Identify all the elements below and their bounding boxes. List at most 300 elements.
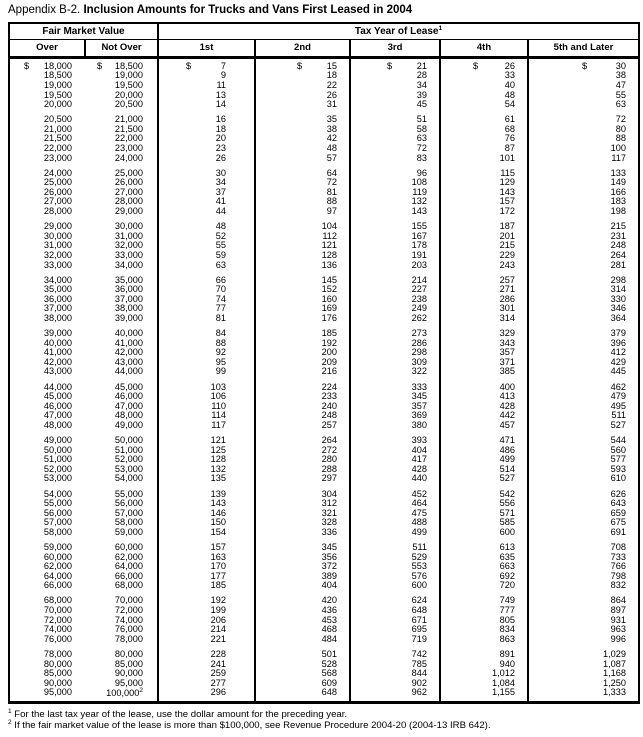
table-cell: 170	[210, 561, 226, 572]
table-cell: 55,000	[43, 498, 72, 509]
table-cell: 81	[326, 186, 337, 197]
table-cell: 749	[499, 595, 515, 606]
table-cell: 27,000	[43, 196, 72, 207]
footnotes	[8, 709, 636, 732]
table-cell: 281	[610, 259, 626, 270]
table-cell: 38	[326, 123, 337, 134]
footnote-1	[8, 709, 636, 721]
table-cell: 357	[411, 400, 427, 411]
table-cell: 38	[615, 70, 626, 81]
table-cell: 119	[412, 186, 427, 197]
table-cell: 25,000	[43, 177, 72, 188]
row-group	[10, 594, 638, 647]
table-cell: 132	[411, 196, 427, 207]
table-cell: 103	[210, 381, 226, 392]
table-cell: 166	[610, 186, 626, 197]
table-cell: 27,000	[114, 186, 143, 197]
table-cell: 288	[321, 463, 337, 474]
table-cell: 35,000	[114, 274, 143, 285]
table-cell: 78,000	[114, 633, 143, 644]
table-cell: 34,000	[43, 274, 72, 285]
table-cell: 72	[615, 114, 626, 125]
table-cell: 99	[215, 366, 226, 377]
table-cell: 51,000	[114, 444, 143, 455]
table-row	[10, 474, 638, 484]
table-cell: 298	[610, 274, 626, 285]
table-cell: 47,000	[114, 400, 143, 411]
table-cell: 125	[210, 444, 226, 455]
table-cell: 47	[615, 79, 626, 90]
row-group	[10, 59, 638, 112]
dollar-sign: $	[186, 60, 192, 71]
row-group	[10, 166, 638, 219]
table-cell: 372	[321, 561, 337, 572]
table-cell: 178	[411, 240, 427, 251]
table-cell: 484	[321, 633, 337, 644]
table-cell: 585	[499, 517, 515, 528]
table-cell: 42	[326, 133, 337, 144]
column-divider	[157, 59, 159, 701]
table-cell: 314	[499, 313, 515, 323]
table-cell: 21,000	[114, 114, 143, 125]
table-cell: 66	[215, 274, 226, 285]
table-cell: 462	[610, 381, 626, 392]
row-group	[10, 433, 638, 486]
table-cell: 556	[499, 498, 515, 509]
table-cell: 63	[416, 133, 427, 144]
table-cell: 57	[326, 152, 337, 163]
table-cell: 68,000	[114, 580, 143, 591]
table-cell: 357	[499, 347, 515, 358]
table-row	[10, 62, 638, 72]
table-cell: 36,000	[43, 293, 72, 304]
table-cell: 626	[610, 488, 626, 499]
table-cell: 486	[499, 444, 515, 455]
table-cell: 785	[411, 658, 427, 669]
table-cell: $ 26	[473, 60, 515, 71]
table-cell: 70	[215, 284, 226, 295]
table-cell: 160	[321, 293, 337, 304]
dollar-sign: $	[297, 60, 303, 71]
table-cell: 691	[610, 526, 626, 537]
table-cell: 610	[610, 473, 626, 484]
table-cell: 36,000	[114, 284, 143, 295]
table-cell: 356	[321, 551, 337, 562]
table-cell: 314	[610, 284, 626, 295]
table-cell: 19,000	[43, 79, 72, 90]
table-cell: 560	[610, 444, 626, 455]
table-cell: 66,000	[114, 570, 143, 581]
table-row	[10, 421, 638, 431]
table-cell: 28,000	[43, 206, 72, 217]
table-cell: 692	[499, 570, 515, 581]
table-cell: 643	[610, 498, 626, 509]
table-cell: 1,087	[603, 658, 626, 669]
table-cell: 329	[499, 328, 515, 339]
table-cell: 9	[220, 70, 226, 81]
header-tax-year-of-lease	[157, 24, 638, 39]
table-cell: 45,000	[114, 381, 143, 392]
table-row	[10, 100, 638, 110]
table-cell: 264	[610, 249, 626, 260]
table-cell: 312	[321, 498, 337, 509]
table-cell: 101	[499, 152, 515, 163]
table-cell: 176	[321, 313, 337, 323]
table-cell: 72,000	[43, 614, 72, 625]
table-cell: 277	[210, 677, 226, 688]
column-divider	[527, 59, 529, 701]
table-cell: 58,000	[43, 526, 72, 537]
table-cell: 68	[504, 123, 515, 134]
table-cell: 330	[610, 293, 626, 304]
table-cell: 931	[610, 614, 626, 625]
table-cell: 576	[411, 570, 427, 581]
table-cell: 891	[499, 648, 515, 659]
table-cell: 169	[321, 303, 337, 314]
table-cell: 19,000	[114, 70, 143, 81]
table-cell: 529	[411, 551, 427, 562]
table-cell: 143	[499, 186, 515, 197]
table-cell: 46,000	[114, 391, 143, 402]
table-cell: 185	[321, 328, 337, 339]
table-cell: 544	[610, 435, 626, 446]
table-cell: 37,000	[114, 293, 143, 304]
table-cell: 60,000	[114, 541, 143, 552]
table-cell: 11	[216, 79, 226, 90]
table-cell: 72,000	[114, 605, 143, 616]
table-cell: 66,000	[43, 580, 72, 591]
column-header-5th-and-later: 5th and Later	[527, 40, 638, 56]
table-cell: 593	[610, 463, 626, 474]
table-cell: 29,000	[43, 221, 72, 232]
table-cell: 64,000	[114, 561, 143, 572]
table-cell: 30,000	[114, 221, 143, 232]
table-cell: 88	[615, 133, 626, 144]
tax-year-footnote-marker: 1	[438, 25, 443, 32]
table-cell: 145	[321, 274, 337, 285]
table-cell: 46,000	[43, 400, 72, 411]
table-cell: 396	[610, 337, 626, 348]
footnote-1-text: For the last tax year of the lease, use the dollar amount for the preceding year.	[14, 708, 348, 720]
table-cell: 571	[499, 507, 515, 518]
table-cell: 143	[210, 498, 226, 509]
column-header-not-over: Not Over	[84, 40, 157, 56]
table-cell: 28	[416, 70, 427, 81]
column-divider	[349, 59, 351, 701]
table-cell: 385	[499, 366, 515, 377]
table-cell: 129	[499, 177, 515, 188]
table-cell: 34	[215, 177, 226, 188]
table-cell: 834	[499, 624, 515, 635]
table-cell: 214	[210, 624, 226, 635]
table-cell: 429	[610, 356, 626, 367]
table-row	[10, 261, 638, 271]
table-cell: 24,000	[43, 167, 72, 178]
table-cell: 309	[411, 356, 427, 367]
table-cell: 863	[499, 633, 515, 644]
table-cell: 163	[210, 551, 226, 562]
dollar-sign: $	[582, 60, 588, 71]
table-cell: 16	[215, 114, 226, 125]
table-cell: 132	[210, 463, 226, 474]
table-cell: 55	[215, 240, 226, 251]
table-cell: 62,000	[43, 561, 72, 572]
table-cell: 52,000	[43, 463, 72, 474]
table-cell: 19,500	[114, 79, 143, 90]
table-cell: 21,500	[114, 123, 143, 134]
table-cell: 56,000	[114, 498, 143, 509]
table-cell: 21,000	[43, 123, 72, 134]
table-cell: 80	[615, 123, 626, 134]
table-cell: 1,168	[603, 668, 626, 679]
table-cell: 499	[499, 454, 515, 465]
table-cell: 201	[499, 230, 515, 241]
table-cell: 26	[326, 89, 337, 100]
table-cell: 39	[416, 89, 427, 100]
table-cell: 70,000	[43, 605, 72, 616]
table-cell: 488	[411, 517, 427, 528]
table-cell: 18	[326, 70, 337, 81]
table-cell: 996	[610, 633, 626, 644]
table-cell: 54,000	[43, 488, 72, 499]
table-cell: 42,000	[114, 347, 143, 358]
table-cell: 271	[499, 284, 515, 295]
table-cell: 96	[416, 167, 427, 178]
table-cell: 273	[411, 328, 427, 339]
table-cell: 70,000	[114, 595, 143, 606]
table-cell: 26	[215, 152, 226, 163]
table-cell: 48	[326, 143, 337, 153]
table-cell: $ 21	[387, 60, 427, 71]
table-cell: 18,500	[43, 70, 72, 81]
table-cell: 14	[215, 99, 226, 110]
table-cell: 110	[211, 400, 226, 411]
table-cell: $ 15	[297, 60, 337, 71]
table-cell: 50,000	[43, 444, 72, 455]
column-header-3rd: 3rd	[349, 40, 439, 56]
fmv-cap-footnote-marker: 2	[139, 687, 143, 695]
table-cell: 671	[411, 614, 427, 625]
table-cell: 495	[610, 400, 626, 411]
table-cell: 149	[610, 177, 626, 188]
table-cell: 63	[615, 99, 626, 110]
table-cell: 51,000	[43, 454, 72, 465]
table-cell: 128	[321, 249, 337, 260]
table-cell: 272	[321, 444, 337, 455]
table-cell: 708	[610, 541, 626, 552]
table-cell: 19,500	[43, 89, 72, 100]
row-group	[10, 326, 638, 379]
table-cell: 192	[210, 595, 226, 606]
table-cell: 241	[210, 658, 226, 669]
table-cell: 38,000	[114, 303, 143, 314]
table-cell: 51	[416, 114, 427, 125]
table-cell: 393	[411, 435, 427, 446]
table-cell: 345	[321, 541, 337, 552]
row-group	[10, 540, 638, 593]
table-cell: 206	[210, 614, 226, 625]
table-cell: 41,000	[43, 347, 72, 358]
table-cell: 150	[210, 517, 226, 528]
table-cell: 440	[411, 473, 427, 484]
table-cell: 663	[499, 561, 515, 572]
table-cell: 22,000	[43, 143, 72, 153]
table-cell: 76,000	[114, 624, 143, 635]
table-cell: 286	[499, 293, 515, 304]
table-cell: 139	[210, 488, 226, 499]
table-cell: 117	[611, 152, 626, 163]
table-cell: 95,000	[114, 677, 143, 688]
table-cell: 72	[416, 143, 427, 153]
table-cell: 80,000	[43, 658, 72, 669]
table-cell: $ 7	[186, 60, 226, 71]
table-cell: 805	[499, 614, 515, 625]
table-cell: 44,000	[43, 381, 72, 392]
table-cell: 97	[326, 206, 337, 217]
table-cell: 90,000	[114, 668, 143, 679]
table-cell: 864	[610, 595, 626, 606]
table-cell: 264	[321, 435, 337, 446]
column-header-2nd: 2nd	[254, 40, 349, 56]
table-cell: 22	[326, 79, 337, 90]
table-cell: 21,500	[43, 133, 72, 144]
table-cell: 33,000	[114, 249, 143, 260]
table-cell: 74	[215, 293, 226, 304]
table-cell: 40,000	[43, 337, 72, 348]
table-cell: 39,000	[43, 328, 72, 339]
table-cell: 733	[610, 551, 626, 562]
table-cell: 224	[321, 381, 337, 392]
table-cell: 88	[326, 196, 337, 207]
table-row	[10, 71, 638, 81]
table-cell: 31,000	[43, 240, 72, 251]
table-cell: 471	[499, 435, 515, 446]
table-cell: 404	[411, 444, 427, 455]
table-cell: 45	[416, 99, 427, 110]
table-cell: 85,000	[114, 658, 143, 669]
table-cell: 61	[504, 114, 515, 125]
table-cell: 428	[499, 400, 515, 411]
table-cell: 85,000	[43, 668, 72, 679]
table-cell: 24,000	[114, 152, 143, 163]
table-cell: 81	[215, 313, 226, 323]
row-group	[10, 219, 638, 272]
table-cell: 115	[500, 167, 515, 178]
table-cell: 209	[321, 356, 337, 367]
table-cell: 43,000	[43, 366, 72, 377]
table-cell: 298	[411, 347, 427, 358]
table-body	[10, 59, 638, 701]
table-cell: 34	[416, 79, 427, 90]
table-cell: 48	[215, 221, 226, 232]
table-cell: 26,000	[43, 186, 72, 197]
table-cell: 221	[210, 633, 226, 644]
table-row	[10, 91, 638, 101]
table-cell: 121	[321, 240, 337, 251]
title-main: Inclusion Amounts for Trucks and Vans First Leased in 2004	[83, 4, 413, 16]
column-header-over: Over	[36, 42, 58, 53]
table-cell: 257	[321, 419, 337, 430]
table-cell: 177	[210, 570, 226, 581]
table-cell: 624	[411, 595, 427, 606]
table-cell: 60,000	[43, 551, 72, 562]
table-row	[10, 125, 638, 135]
table-cell: 389	[321, 570, 337, 581]
table-cell: 43,000	[114, 356, 143, 367]
table-cell: 57,000	[114, 507, 143, 518]
table-cell: 112	[322, 230, 337, 241]
table-cell: 29,000	[114, 206, 143, 217]
table-row	[10, 367, 638, 377]
column-header-1st: 1st	[157, 40, 254, 56]
table-cell: 659	[610, 507, 626, 518]
table-cell: 48,000	[114, 410, 143, 421]
table-cell: 203	[411, 259, 427, 270]
table-cell: 249	[411, 303, 427, 314]
table-cell: 198	[610, 206, 626, 217]
table-cell: $ 18,000	[24, 60, 72, 71]
table-cell: 59,000	[43, 541, 72, 552]
table-cell: 528	[321, 658, 337, 669]
table-cell: 613	[499, 541, 515, 552]
table-cell: 59,000	[114, 526, 143, 537]
table-cell: 128	[210, 454, 226, 465]
table-cell: 74,000	[43, 624, 72, 635]
table-cell: 380	[411, 419, 427, 430]
table-cell: 635	[499, 551, 515, 562]
table-cell: 80,000	[114, 648, 143, 659]
table-cell: 297	[321, 473, 337, 484]
table-cell: 100	[610, 143, 626, 153]
table-cell: 238	[411, 293, 427, 304]
table-row	[10, 154, 638, 164]
table-cell: 215	[610, 221, 626, 232]
table-cell: 106	[210, 391, 226, 402]
table-cell: 100,000$^2$	[106, 687, 143, 699]
table-cell: 228	[210, 648, 226, 659]
table-cell: 675	[610, 517, 626, 528]
table-cell: 499	[411, 526, 427, 537]
table-cell: 233	[321, 391, 337, 402]
table-cell: 369	[411, 410, 427, 421]
table-cell: 346	[610, 303, 626, 314]
table-cell: 286	[411, 337, 427, 348]
table-cell: 48	[504, 89, 515, 100]
table-cell: 50,000	[114, 435, 143, 446]
table-cell: 364	[610, 313, 626, 323]
dollar-sign: $	[97, 60, 103, 71]
table-cell: 33	[504, 70, 515, 81]
row-group	[10, 380, 638, 433]
table-cell: 72	[326, 177, 337, 188]
table-cell: $ 30	[582, 60, 626, 71]
table-cell: 143	[411, 206, 427, 217]
table-cell: 76	[504, 133, 515, 144]
table-cell: 442	[499, 410, 515, 421]
table-cell: 568	[321, 668, 337, 679]
table-cell: 417	[411, 454, 427, 465]
table-cell: 511	[611, 410, 626, 421]
dollar-sign: $	[473, 60, 479, 71]
table-cell: 117	[211, 419, 226, 430]
table-cell: 42,000	[43, 356, 72, 367]
column-divider	[254, 59, 256, 701]
table-cell: 199	[210, 605, 226, 616]
table-cell: 1,084	[492, 677, 515, 688]
table-cell: 55	[615, 89, 626, 100]
table-cell: 404	[321, 580, 337, 591]
table-cell: 34,000	[114, 259, 143, 270]
